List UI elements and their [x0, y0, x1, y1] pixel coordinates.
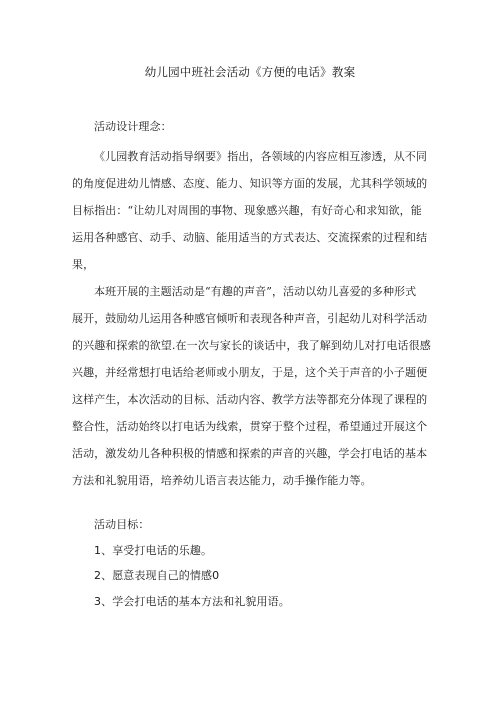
paragraph2-line-8: 方法和礼貌用语，培养幼儿语言表达能力，动手操作能力等。	[72, 474, 372, 487]
paragraph2-line-6: 整合性，活动始终以打电话为线索，贯穿于整个过程，希望通过开展这个	[72, 420, 428, 433]
goal-item-2: 2、愿意表现自己的情感0	[94, 569, 220, 582]
paragraph1-line-2: 的角度促进幼儿情感、态度、能力、知识等方面的发展，尤其科学领域的	[72, 177, 428, 190]
paragraph2-line-1: 本班开展的主题活动是“有趣的声音”，活动以幼儿喜爱的多种形式	[94, 285, 417, 298]
document-title: 幼儿园中班社会活动《方便的电话》教案	[144, 65, 356, 79]
goal-item-3: 3、学会打电话的基本方法和礼貌用语。	[94, 595, 290, 608]
paragraph1-line-1: 《儿园教育活动指导纲要》指出，各领域的内容应相互渗透，从不同	[94, 150, 427, 163]
paragraph1-line-5: 果，	[72, 258, 95, 271]
paragraph1-line-4: 运用各种感官、动手、动脑、能用适当的方式表达、交流探索的过程和结	[72, 231, 428, 244]
paragraph2-line-7: 活动，激发幼儿各种积极的情感和探索的声音的兴趣，学会打电话的基本	[72, 447, 428, 460]
paragraph1-line-3: 目标指出：“让幼儿对周围的事物、现象感兴趣，有好奇心和求知欲，能	[72, 204, 422, 217]
goals-heading: 活动目标：	[94, 518, 150, 531]
paragraph2-line-4: 兴趣，并经常想打电话给老师或小朋友，于是，这个关于声音的小子题便	[72, 366, 428, 379]
paragraph2-line-2: 展开，鼓励幼儿运用各种感官倾听和表现各种声音，引起幼儿对科学活动	[72, 312, 428, 325]
design-heading: 活动设计理念：	[94, 120, 172, 133]
goal-item-1: 1、享受打电话的乐趣。	[94, 544, 213, 557]
paragraph2-line-3: 的兴趣和探索的欲望.在一次与家长的谈话中，我了解到幼儿对打电话很感	[72, 339, 431, 352]
paragraph2-line-5: 这样产生，本次活动的目标、活动内容、教学方法等都充分体现了课程的	[72, 393, 428, 406]
